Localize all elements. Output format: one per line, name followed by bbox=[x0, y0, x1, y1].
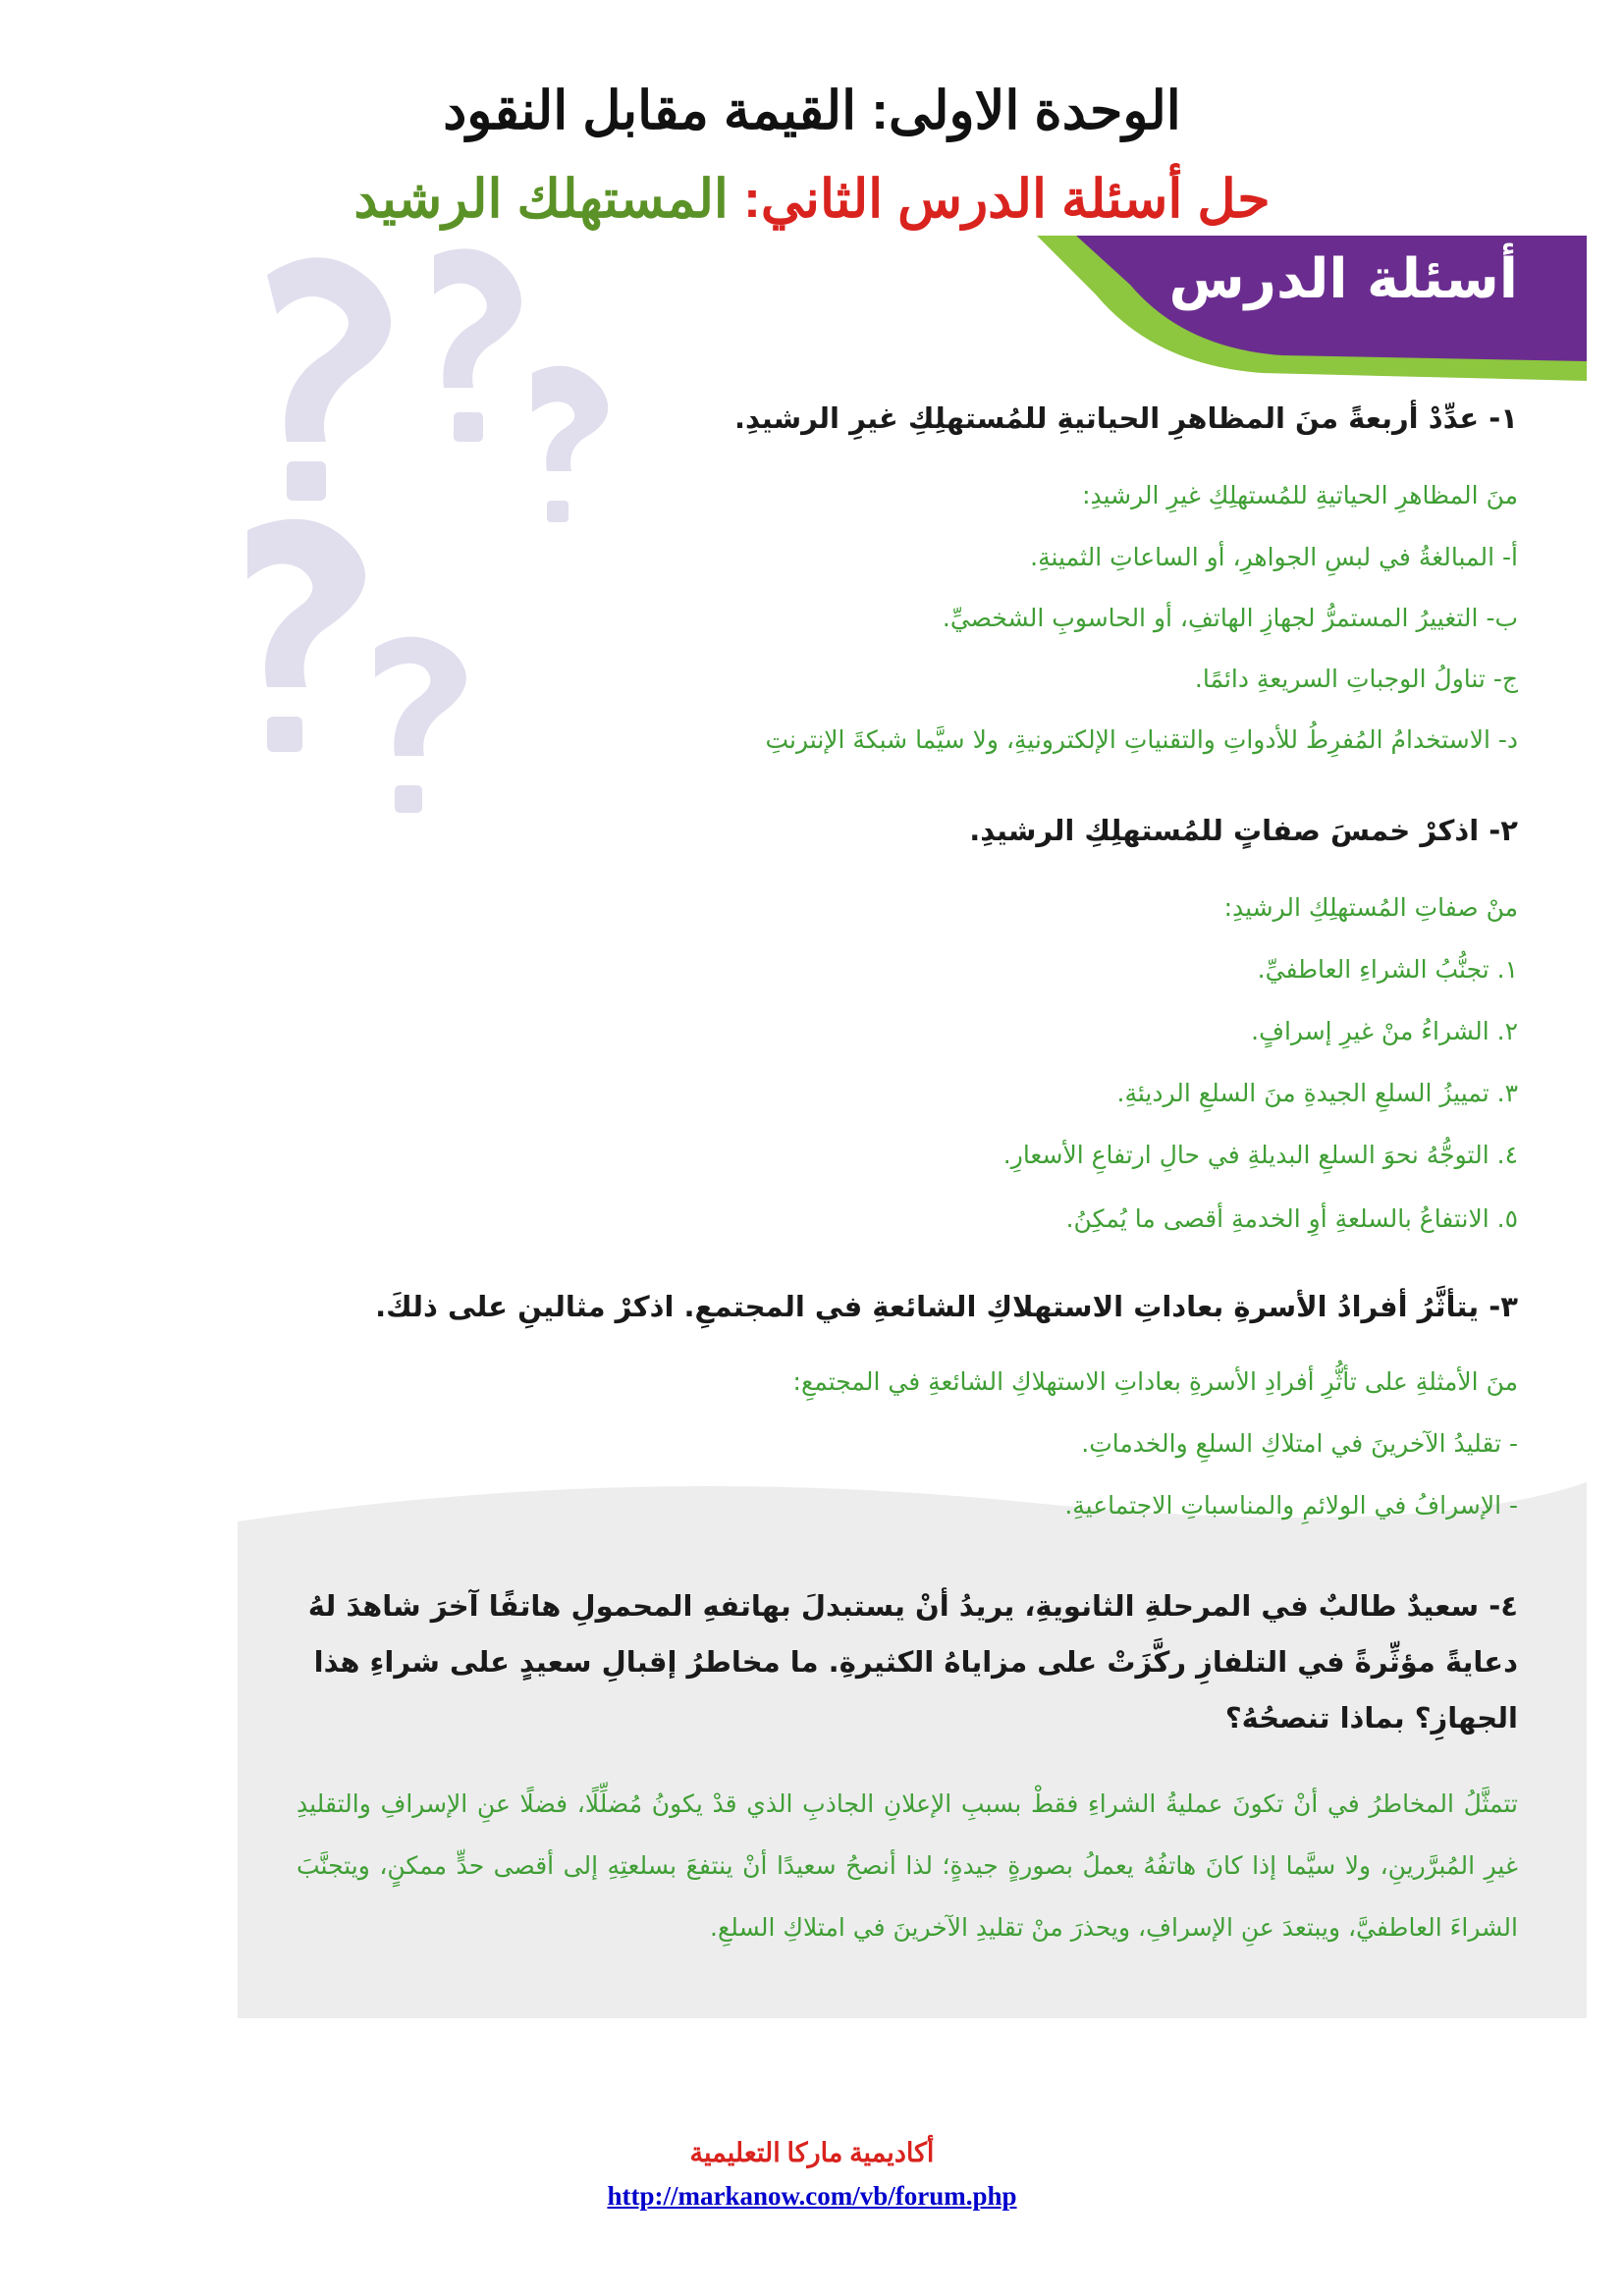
answer-2-item-3: ٣. تمييزُ السلعِ الجيدةِ منَ السلعِ الرديئةِ. bbox=[1116, 1079, 1518, 1107]
answer-1-intro: منَ المظاهرِ الحياتيةِ للمُستهلِكِ غيرِ الرشيدِ: bbox=[1082, 481, 1518, 509]
answer-1-item-a: أ- المبالغةُ في لبسِ الجواهرِ، أو الساعاتِ الثمينةِ. bbox=[1030, 543, 1518, 571]
answer-1-item-c: ج- تناولُ الوجباتِ السريعةِ دائمًا. bbox=[1194, 665, 1518, 693]
unit-title: الوحدة الاولى: القيمة مقابل النقود bbox=[443, 81, 1181, 140]
lesson-title-name: المستهلك الرشيد bbox=[353, 170, 729, 229]
answer-2-item-4: ٤. التوجُّهُ نحوَ السلعِ البديلةِ في حالِ ارتفاعِ الأسعارِ. bbox=[1002, 1141, 1518, 1169]
answer-1-item-b: ب- التغييرُ المستمرُّ لجهازِ الهاتفِ، أو الحاسوبِ الشخصيِّ. bbox=[942, 604, 1518, 632]
answer-2-item-2: ٢. الشراءُ منْ غيرِ إسرافٍ. bbox=[1251, 1017, 1518, 1045]
banner-title: أسئلة الدرس bbox=[1168, 247, 1518, 311]
forum-link[interactable]: http://markanow.com/vb/forum.php bbox=[607, 2181, 1017, 2211]
lesson-questions-panel bbox=[238, 236, 1587, 2018]
answer-4: تتمثَّلُ المخاطرُ في أنْ تكونَ عمليةُ الشراءِ فقطْ بسببِ الإعلانِ الجاذبِ الذي قدْ يكونُ مُضلِّلًا، فضلًا عنِ الإسرافِ والتقليدِ غيرِ المُبرَّرينِ، ولا سيَّما إذا كانَ هاتفُهُ يعملُ بصورةٍ جيدةٍ؛ لذا أنصحُ سعيدًا أنْ ينتفعَ بسلعتِهِ إلى أقصى حدٍّ ممكنٍ، ويتجنَّبَ الشراءَ العاطفيَّ، ويبتعدَ عنِ الإسرافِ، ويحذرَ منْ تقليدِ الآخرينَ في امتلاكِ السلعِ. bbox=[297, 1789, 1518, 1942]
answer-3-item-2: - الإسرافُ في الولائمِ والمناسباتِ الاجتماعيةِ. bbox=[1064, 1491, 1518, 1520]
answer-2-item-1: ١. تجنُّبُ الشراءِ العاطفيِّ. bbox=[1257, 955, 1518, 984]
question-4: ٤- سعيدٌ طالبٌ في المرحلةِ الثانويةِ، يريدُ أنْ يستبدلَ بهاتفهِ المحمولِ هاتفًا آخرَ شاهدَ لهُ دعايةً مؤثِّرةً في التلفازِ ركَّزَتْ على مزاياهُ الكثيرةِ. ما مخاطرُ إقبالِ سعيدٍ على شراءِ هذا الجهازِ؟ بماذا تنصحُهُ؟ bbox=[307, 1589, 1518, 1735]
lesson-title-prefix: حل أسئلة الدرس الثاني: bbox=[742, 170, 1271, 229]
academy-name: أكاديمية ماركا التعليمية bbox=[689, 2138, 935, 2167]
answer-2-item-5: ٥. الانتفاعُ بالسلعةِ أوِ الخدمةِ أقصى ما يُمكِنُ. bbox=[1065, 1204, 1518, 1233]
question-3: ٣- يتأثَّرُ أفرادُ الأسرةِ بعاداتِ الاستهلاكِ الشائعةِ في المجتمعِ. اذكرْ مثالينِ على ذلكَ. bbox=[375, 1290, 1518, 1323]
question-1: ١- عدِّدْ أربعةً منَ المظاهرِ الحياتيةِ للمُستهلِكِ غيرِ الرشيدِ. bbox=[734, 401, 1518, 435]
lesson-title bbox=[0, 165, 1624, 234]
answer-3-item-1: - تقليدُ الآخرينَ في امتلاكِ السلعِ والخدماتِ. bbox=[1081, 1429, 1518, 1458]
question-2: ٢- اذكرْ خمسَ صفاتٍ للمُستهلِكِ الرشيدِ. bbox=[969, 814, 1518, 847]
answer-3-intro: منَ الأمثلةِ على تأثُّرِ أفرادِ الأسرةِ بعاداتِ الاستهلاكِ الشائعةِ في المجتمعِ: bbox=[792, 1367, 1518, 1396]
question-marks-decoration bbox=[238, 236, 650, 844]
answer-1-item-d: د- الاستخدامُ المُفرِطُ للأدواتِ والتقنياتِ الإلكترونيةِ، ولا سيَّما شبكةَ الإنترنتِ bbox=[765, 725, 1518, 754]
answer-2-intro: منْ صفاتِ المُستهلِكِ الرشيدِ: bbox=[1223, 893, 1518, 922]
